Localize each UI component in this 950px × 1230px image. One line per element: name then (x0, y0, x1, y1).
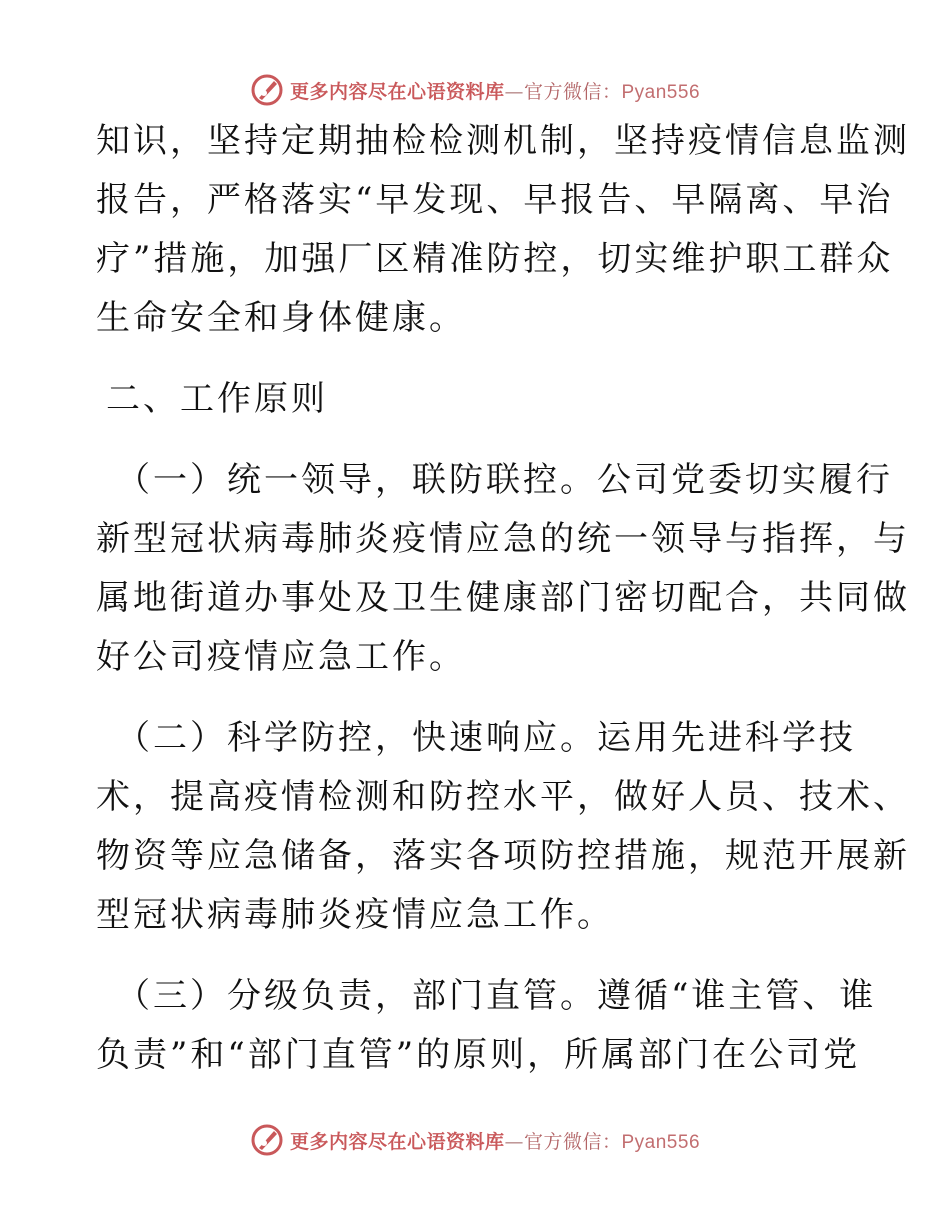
watermark-wechat-id: Pyan556 (621, 1131, 701, 1153)
text-line: 型冠状病毒肺炎疫情应急工作。 (96, 895, 614, 935)
principle-3-paragraph (96, 967, 877, 1085)
watermark-text (290, 77, 700, 104)
text-line: 知识，坚持定期抽检检测机制，坚持疫情信息监测 (96, 121, 910, 161)
document-body (96, 112, 910, 1085)
section-heading: 二、工作原则 (106, 379, 328, 419)
watermark-brand: 更多内容尽在心语资料库 (289, 1130, 505, 1153)
watermark-dash: — (504, 80, 524, 103)
watermark-dash: — (504, 1130, 524, 1153)
watermark-label: 官方微信： (523, 1130, 622, 1153)
quill-pen-circle-icon (250, 1123, 284, 1157)
text-line: 生命安全和身体健康。 (96, 298, 466, 338)
intro-paragraph (96, 112, 910, 348)
watermark-label: 官方微信： (523, 80, 622, 103)
watermark-wechat-id: Pyan556 (621, 81, 701, 103)
text-line: 物资等应急储备，落实各项防控措施，规范开展新 (96, 836, 910, 876)
text-line: （二）科学防控，快速响应。运用先进科学技 (116, 718, 856, 758)
text-line: （一）统一领导，联防联控。公司党委切实履行 (116, 460, 893, 500)
text-line: 负责”和“部门直管”的原则，所属部门在公司党 (96, 1035, 861, 1075)
quill-pen-circle-icon (250, 73, 284, 107)
text-line: 属地街道办事处及卫生健康部门密切配合，共同做 (96, 578, 910, 618)
principle-1-paragraph (96, 451, 910, 687)
footer-watermark (0, 1120, 950, 1160)
text-line: 报告，严格落实“早发现、早报告、早隔离、早治 (96, 180, 894, 220)
principle-2-paragraph (96, 709, 910, 945)
text-line: 疗”措施，加强厂区精准防控，切实维护职工群众 (96, 239, 894, 279)
text-line: 新型冠状病毒肺炎疫情应急的统一领导与指挥，与 (96, 519, 910, 559)
header-watermark (0, 70, 950, 110)
text-line: 术，提高疫情检测和防控水平，做好人员、技术、 (96, 777, 910, 817)
text-line: 好公司疫情应急工作。 (96, 637, 466, 677)
text-line: （三）分级负责，部门直管。遵循“谁主管、谁 (116, 976, 877, 1016)
watermark-brand: 更多内容尽在心语资料库 (289, 80, 505, 103)
watermark-text (290, 1127, 700, 1154)
